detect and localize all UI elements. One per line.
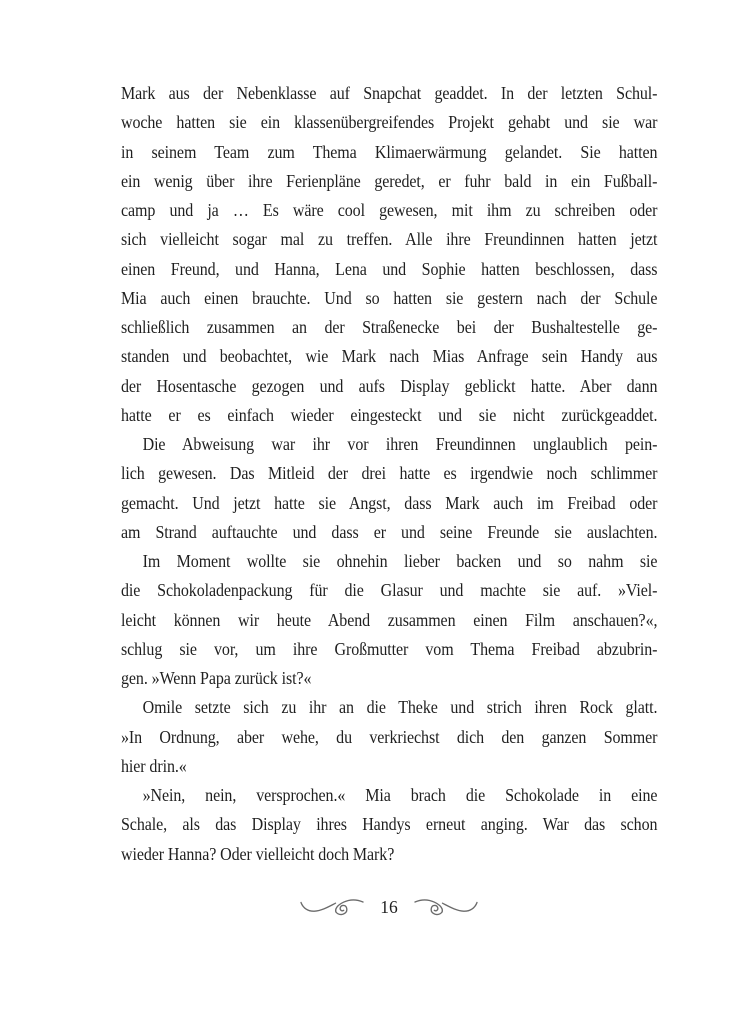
paragraph (121, 547, 657, 693)
text-line: woche hatten sie ein klassenübergreifendes Projekt gehabt und sie war (121, 112, 658, 133)
text-line: »In Ordnung, aber wehe, du verkriechst dich den ganzen Sommer (121, 726, 658, 747)
paragraph (121, 430, 657, 547)
flourish-right-icon (413, 895, 479, 919)
text-line: standen und beobachtet, wie Mark nach Mias Anfrage sein Handy aus (121, 346, 658, 367)
text-line: leicht können wir heute Abend zusammen einen Film anschauen?«, (121, 609, 658, 630)
text-line: gen. »Wenn Papa zurück ist?« (121, 668, 312, 688)
text-line: Mia auch einen brauchte. Und so hatten sie gestern nach der Schule (121, 287, 658, 308)
text-line: Omile setzte sich zu ihr an die Theke und strich ihren Rock glatt. (142, 697, 658, 718)
paragraph (121, 79, 657, 430)
text-line: Die Abweisung war ihr vor ihren Freundinnen unglaublich pein- (142, 434, 658, 454)
text-line: ein wenig über ihre Ferienpläne geredet, er fuhr bald in ein Fußball- (121, 170, 658, 191)
text-line: Schale, als das Display ihres Handys erneut anging. War das schon (121, 814, 658, 835)
text-line: der Hosentasche gezogen und aufs Display geblickt hatte. Aber dann (121, 375, 658, 396)
text-line: schließlich zusammen an der Straßenecke bei der Bushaltestelle ge- (121, 317, 658, 337)
text-line: hatte er es einfach wieder eingesteckt und sie nicht zurückgeaddet. (121, 404, 658, 425)
text-line: Mark aus der Nebenklasse auf Snapchat geaddet. In der letzten Schul- (121, 83, 658, 103)
text-line: am Strand auftauchte und dass er und seine Freunde sie auslachten. (121, 521, 658, 542)
text-line: sich vielleicht sogar mal zu treffen. Alle ihre Freundinnen hatten jetzt (121, 229, 658, 250)
text-line: hier drin.« (121, 755, 187, 776)
page-text (121, 79, 657, 869)
text-line: lich gewesen. Das Mitleid der drei hatte es irgendwie noch schlimmer (121, 463, 658, 484)
text-line: gemacht. Und jetzt hatte sie Angst, dass Mark auch im Freibad oder (121, 492, 658, 513)
text-line: Im Moment wollte sie ohnehin lieber backen und so nahm sie (142, 551, 658, 571)
page-footer (121, 895, 657, 919)
text-line: »Nein, nein, versprochen.« Mia brach die Schokolade in eine (142, 785, 658, 805)
text-line: camp und ja … Es wäre cool gewesen, mit ihm zu schreiben oder (121, 200, 658, 220)
text-line: die Schokoladenpackung für die Glasur und machte sie auf. »Viel- (121, 580, 658, 601)
text-line: in seinem Team zum Thema Klimaerwärmung gelandet. Sie hatten (121, 141, 658, 162)
paragraph (121, 693, 657, 781)
flourish-left-icon (299, 895, 365, 919)
text-line: wieder Hanna? Oder vielleicht doch Mark? (121, 843, 395, 864)
paragraph (121, 781, 657, 869)
page-number: 16 (380, 897, 398, 917)
text-line: schlug sie vor, um ihre Großmutter vom Thema Freibad abzubrin- (121, 638, 658, 659)
text-line: einen Freund, und Hanna, Lena und Sophie hatten beschlossen, dass (121, 258, 658, 279)
